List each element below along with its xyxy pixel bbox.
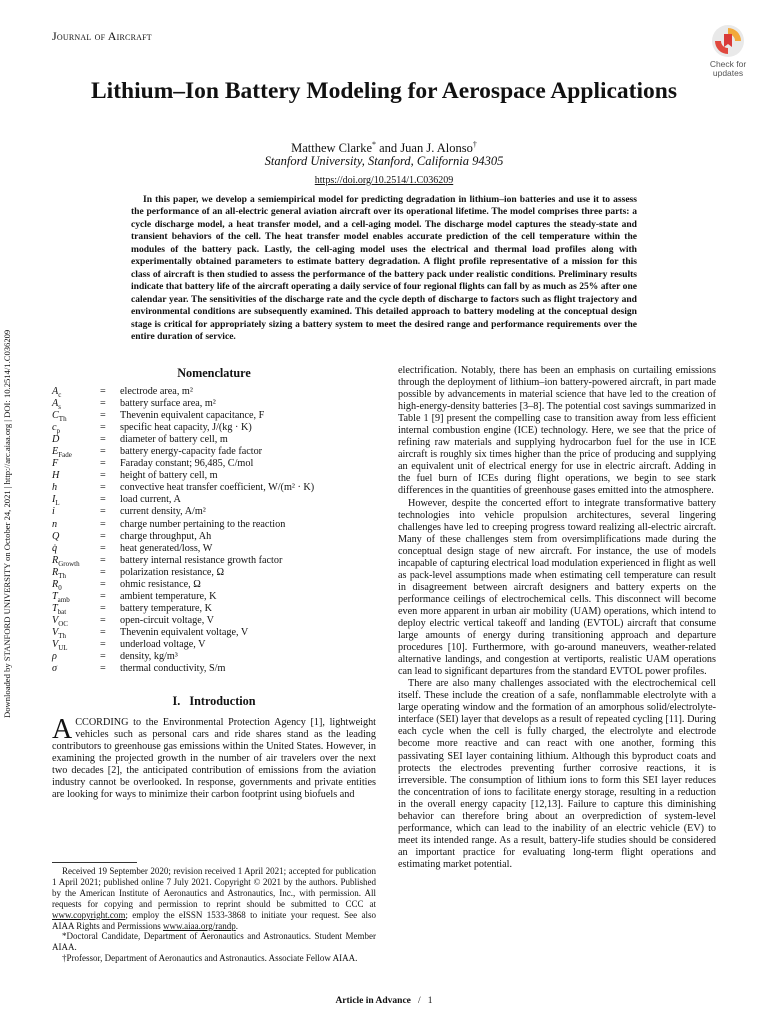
- left-column: [52, 366, 376, 801]
- nomenclature-row: [52, 651, 376, 663]
- nomenclature-symbol: Q: [52, 530, 60, 542]
- nomenclature-symbol: $c_p$: [52, 422, 61, 436]
- nomenclature-definition: density, kg/m³: [120, 651, 178, 663]
- nomenclature-row: [52, 422, 376, 434]
- nomenclature-equals: =: [100, 434, 106, 446]
- nomenclature-symbol: $R_0$: [52, 578, 62, 592]
- nomenclature-row: [52, 627, 376, 639]
- footnote-author-1: *Doctoral Candidate, Department of Aeronautics and Astronautics. Student Member AIAA.: [52, 931, 376, 953]
- nomenclature-row: [52, 615, 376, 627]
- nomenclature-equals: =: [100, 614, 106, 626]
- nomenclature-symbol: $V_{OC}$: [52, 614, 68, 628]
- abstract: In this paper, we develop a semiempirical model for predicting degradation in lithium–ion batteries and use it to assess the performance of an all-electric general aviation aircraft over its operational lifetime. The model comprises three parts: a cycle discharge model, a heat transfer model, and a cell-aging model. The discharge model captures the steady-state and transient behaviors of the cell. The heat transfer model enables accurate prediction of the cell temperature within the modules of the battery pack. Lastly, the cell-aging model uses the electrical and thermal load profiles along with experimentally obtained parameters to estimate battery degradation. A flight profile representative of a mission for this class of aircraft is then studied to assess the performance of the battery pack under realistic conditions. Preliminary results indicate that battery life of the aircraft operating a daily service of four regional flights can fall by as much as 25% after one calendar year. The sensitivities of the discharge rate and the cycle depth of discharge to factors such as flight trajectory and environmental conditions are subsequently examined. This detailed approach to battery modeling at the conceptual design stage is critical for appropriately sizing a battery system to meet the desired range and performance requirements over the entire duration of service.: [131, 194, 637, 342]
- nomenclature-definition: current density, A/m²: [120, 506, 206, 518]
- nomenclature-symbol: D: [52, 434, 60, 446]
- nomenclature-row: [52, 663, 376, 675]
- nomenclature-row: [52, 398, 376, 410]
- nomenclature-definition: electrode area, m²: [120, 386, 193, 397]
- nomenclature-equals: =: [100, 398, 106, 410]
- nomenclature-symbol: $E_{Fade}$: [52, 446, 72, 460]
- nomenclature-equals: =: [100, 590, 106, 602]
- nomenclature-row: [52, 470, 376, 482]
- download-sidebar: [2, 318, 14, 718]
- nomenclature-equals: =: [100, 470, 106, 482]
- received-note: Received 19 September 2020; revision received 1 April 2021; accepted for publication 1 April 2021; published online 7 July 2021. Copyright © 2021 by the authors. Published by the American Institute of Aeronautics and Astronautics, Inc., with permission. All requests for copying and permission to reprint should be submitted to CCC at www.copyright.com; employ the eISSN 1533-3868 to initiate your request. See also AIAA Rights and Permissions www.aiaa.org/randp.: [52, 866, 376, 931]
- author-2-mark[interactable]: †: [472, 140, 477, 149]
- nomenclature-definition: charge throughput, Ah: [120, 530, 212, 542]
- nomenclature-definition: battery temperature, K: [120, 602, 212, 614]
- nomenclature-equals: =: [100, 554, 106, 566]
- nomenclature-row: [52, 386, 376, 398]
- copyright-link[interactable]: www.copyright.com: [52, 909, 126, 920]
- nomenclature-row: [52, 591, 376, 603]
- author-1-mark[interactable]: *: [372, 140, 376, 149]
- nomenclature-equals: =: [100, 542, 106, 554]
- nomenclature-row: [52, 555, 376, 567]
- nomenclature-row: [52, 494, 376, 506]
- nomenclature-definition: battery internal resistance growth factor: [120, 554, 283, 566]
- nomenclature-row: [52, 519, 376, 531]
- footnotes: [52, 866, 376, 964]
- nomenclature-symbol: $T_{bat}$: [52, 602, 67, 616]
- author-1: Matthew Clarke: [291, 141, 372, 156]
- nomenclature-definition: open-circuit voltage, V: [120, 614, 215, 626]
- footer-separator: /: [418, 996, 421, 1006]
- page-footer: [0, 996, 768, 1006]
- nomenclature-definition: heat generated/loss, W: [120, 542, 213, 554]
- nomenclature-definition: battery surface area, m²: [120, 398, 216, 410]
- nomenclature-row: [52, 567, 376, 579]
- nomenclature-equals: =: [100, 663, 106, 675]
- nomenclature-row: [52, 506, 376, 518]
- page-number: 1: [427, 996, 433, 1006]
- nomenclature-definition: convective heat transfer coefficient, W/(m² · K): [120, 482, 315, 494]
- nomenclature-row: [52, 458, 376, 470]
- nomenclature-definition: underload voltage, V: [120, 638, 206, 650]
- doi-link[interactable]: https://doi.org/10.2514/1.C036209: [314, 175, 454, 186]
- nomenclature-symbol: $A_s$: [52, 398, 61, 412]
- nomenclature-equals: =: [100, 506, 106, 518]
- check-updates-icon: [711, 24, 745, 58]
- footnote-author-2: †Professor, Department of Aeronautics and Astronautics. Associate Fellow AIAA.: [62, 953, 358, 964]
- nomenclature-symbol: n: [52, 518, 58, 530]
- nomenclature-symbol: $T_{amb}$: [52, 590, 70, 604]
- badge-line-2: updates: [712, 68, 744, 78]
- author-2: Juan J. Alonso: [400, 141, 473, 156]
- nomenclature-symbol: F: [52, 458, 59, 470]
- drop-cap: A: [52, 714, 73, 746]
- nomenclature-equals: =: [100, 602, 106, 614]
- nomenclature-definition: diameter of battery cell, m: [120, 434, 228, 446]
- nomenclature-definition: ambient temperature, K: [120, 590, 217, 602]
- nomenclature-row: [52, 603, 376, 615]
- nomenclature-definition: Thevenin equivalent capacitance, F: [120, 410, 265, 422]
- download-notice: Downloaded by STANFORD UNIVERSITY on October 24, 2021 | http://arc.aiaa.org | DOI: 10.2514/1.C036209: [2, 329, 12, 718]
- nomenclature-symbol: H: [52, 470, 60, 482]
- nomenclature-definition: battery energy-capacity fade factor: [120, 446, 263, 458]
- nomenclature-heading: Nomenclature: [177, 366, 251, 380]
- nomenclature-equals: =: [100, 566, 106, 578]
- nomenclature-equals: =: [100, 626, 106, 638]
- nomenclature-definition: load current, A: [120, 494, 181, 506]
- right-paragraph-3: There are also many challenges associated with the electrochemical cell itself. These include the creation of a safe, nonflammable electrolyte with a large operating window and the formation of an amorphous solid/electrolyte-interface (SEI) layer that develops as a result of repeated cycling [11]. During each cycle when the cell is fully charged, the electrolyte and electrode become more reactive and can react with one another, forming this passivating SEI layer containing lithium. Although this byproduct coats and protects the electrodes preventing further corrosive reactions, it is irreversible. The consumption of lithium ions to form this SEI layer reduces the concentration of ions to facilitate energy storage, resulting in a reduction in the overall energy capacity [12,13]. Failure to capture this diminishing behavior can therefore bring about an overprediction of system-level performance, which can lead to the inability of an electric vehicle (EV) to meet its intended range. As a result, battery-life studies should be considered an important practice for evaluating long-term flight operations and estimating market potential.: [398, 678, 716, 870]
- nomenclature-symbol: $V_{UL}$: [52, 638, 68, 653]
- right-paragraph-2: However, despite the concerted effort to integrate transformative battery technologies into vehicle propulsion architectures, several lingering challenges have led to creeping progress toward realizing all-electric aircraft. Many of these challenges stem from oversimplifications made during the conceptual design stage of new aircraft. For instance, the use of models incapable of capturing electrical load modulation experienced in flight as well as pack-level assumptions made when estimating cell temperature can result in disagreement between aircraft designers and battery experts on the performance ceilings of electrochemical cells. This disconnect will become even more apparent in urban air mobility (UAM) operations, which intend to deploy electric vertical takeoff and landing (EVTOL) aircraft that consume large amounts of energy during transitioning approach and departure procedures [10]. Furthermore, with go-around maneuvers, weather-related alternative landings, and congestion at vertiports, realistic UAM operations can lead to significant departures from the standard EVTOL power profiles.: [398, 497, 716, 678]
- nomenclature-equals: =: [100, 530, 106, 542]
- nomenclature-list: [52, 386, 376, 675]
- nomenclature-row: [52, 482, 376, 494]
- nomenclature-equals: =: [100, 651, 106, 663]
- nomenclature-row: [52, 434, 376, 446]
- nomenclature-definition: polarization resistance, Ω: [120, 566, 225, 578]
- journal-name: Journal of Aircraft: [52, 29, 152, 43]
- nomenclature-symbol: $R_{Growth}$: [52, 554, 80, 568]
- nomenclature-symbol: $R_{Th}$: [52, 566, 67, 580]
- nomenclature-symbol: h: [52, 482, 58, 494]
- article-title: Lithium–Ion Battery Modeling for Aerospace Applications: [91, 78, 677, 104]
- nomenclature-definition: Faraday constant; 96,485, C/mol: [120, 458, 254, 470]
- nomenclature-symbol: $A_c$: [52, 386, 62, 400]
- footer-label: Article in Advance: [335, 996, 411, 1006]
- nomenclature-row: [52, 543, 376, 555]
- nomenclature-row: [52, 639, 376, 651]
- intro-para-1: CCORDING to the Environmental Protection Agency [1], lightweight vehicles such as personal cars and ride shares stand as the leading contributors to greenhouse gas emissions within the United States. However, in examining the projected growth in the number of air travelers over the next two decades [2], the anticipated contribution of emissions from the aviation industry cannot be overlooked. In response, governments and private entities are looking for ways to minimize their carbon footprint using biofuels and: [52, 717, 376, 801]
- nomenclature-definition: height of battery cell, m: [120, 470, 218, 482]
- nomenclature-definition: charge number pertaining to the reaction: [120, 518, 286, 530]
- right-column: [398, 365, 716, 871]
- nomenclature-symbol: q̇: [52, 542, 58, 554]
- check-for-updates-badge[interactable]: [702, 24, 754, 84]
- nomenclature-equals: =: [100, 482, 106, 494]
- nomenclature-symbol: i: [52, 506, 55, 518]
- authors-join: and: [376, 141, 401, 156]
- nomenclature-equals: =: [100, 494, 106, 506]
- nomenclature-equals: =: [100, 518, 106, 530]
- affiliation: Stanford University, Stanford, California 94305: [264, 154, 504, 168]
- footnote-rule: [52, 862, 137, 863]
- aiaa-permissions-link[interactable]: www.aiaa.org/randp: [163, 920, 236, 931]
- nomenclature-row: [52, 410, 376, 422]
- nomenclature-equals: =: [100, 638, 106, 650]
- introduction-heading: I. Introduction: [172, 694, 256, 709]
- nomenclature-row: [52, 446, 376, 458]
- nomenclature-equals: =: [100, 422, 106, 434]
- nomenclature-symbol: $V_{Th}$: [52, 626, 67, 640]
- nomenclature-definition: Thevenin equivalent voltage, V: [120, 626, 249, 638]
- nomenclature-row: [52, 579, 376, 591]
- nomenclature-definition: specific heat capacity, J/(kg · K): [120, 422, 252, 434]
- nomenclature-row: [52, 531, 376, 543]
- nomenclature-equals: =: [100, 446, 106, 458]
- nomenclature-equals: =: [100, 578, 106, 590]
- nomenclature-definition: thermal conductivity, S/m: [120, 663, 226, 675]
- nomenclature-symbol: ρ: [52, 651, 57, 663]
- nomenclature-symbol: $C_{Th}$: [52, 410, 67, 424]
- nomenclature-equals: =: [100, 458, 106, 470]
- nomenclature-symbol: $I_L$: [52, 494, 60, 508]
- nomenclature-equals: =: [100, 410, 106, 422]
- badge-line-1: Check for: [709, 59, 747, 69]
- nomenclature-equals: =: [100, 386, 106, 397]
- nomenclature-definition: ohmic resistance, Ω: [120, 578, 201, 590]
- nomenclature-symbol: σ: [52, 663, 58, 675]
- right-paragraph-1: electrification. Notably, there has been an emphasis on curtailing emissions through the deployment of lithium–ion battery-powered aircraft, in part made possible by advancements in material science that have led to the creation of high-energy-density batteries [3–8]. The potential cost savings summarized in Table 1 [9] present the compelling case to transition away from less efficient internal combustion engine (ICE) technology. Here, we see that the price of refining raw materials and supplying hydrocarbon fuel for the use in ICE aircraft is roughly six times higher than the price of producing and supplying an equivalent unit of electrical energy for use in electric aircraft. Adding in the fuel burn of ICEs during flight operations, we begin to see stark differences in the quantities of greenhouse gases emitted into the atmosphere.: [398, 365, 716, 497]
- introduction-paragraph: [52, 714, 376, 801]
